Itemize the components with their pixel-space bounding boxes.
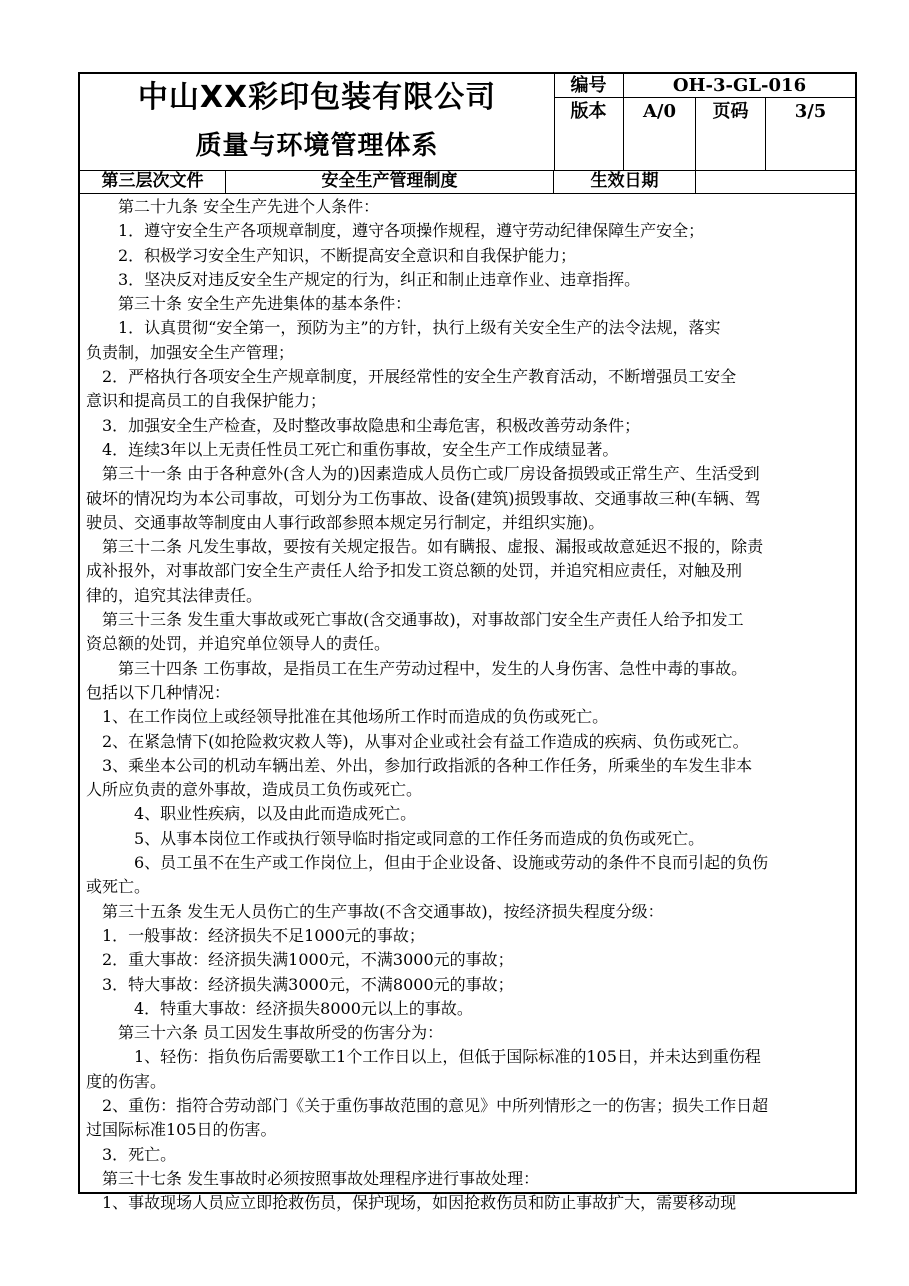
text-line: 度的伤害。 [86,1071,167,1091]
effective-date-value [696,170,855,193]
text-line: 2．积极学习安全生产知识，不断提高安全意识和自我保护能力； [86,245,577,265]
document-subheader [80,170,855,194]
text-line: 第三十三条 发生重大事故或死亡事故(含交通事故)，对事故部门安全生产责任人给予扣发工 [86,610,744,630]
text-line: 1、轻伤：指负伤后需要歇工1个工作日以上，但低于国际标准的105日，并未达到重伤程 [86,1047,761,1067]
text-line: 1．一般事故：经济损失不足1000元的事故； [86,925,425,945]
text-line: 4．特重大事故：经济损失8000元以上的事故。 [86,998,473,1018]
text-line: 4、职业性疾病，以及由此而造成死亡。 [86,804,417,824]
text-line: 人所应负责的意外事故，造成员工负伤或死亡。 [86,780,423,800]
text-line: 1、在工作岗位上或经领导批准在其他场所工作时而造成的负伤或死亡。 [86,707,609,727]
text-line: 第三十条 安全生产先进集体的基本条件： [86,294,412,314]
text-line: 3．特大事故：经济损失满3000元，不满8000元的事故； [86,974,514,994]
text-line: 1、事故现场人员应立即抢救伤员，保护现场，如因抢救伤员和防止事故扩大，需要移动现 [86,1193,737,1213]
text-line: 3、乘坐本公司的机动车辆出差、外出，参加行政指派的各种工作任务，所乘坐的车发生非本 [86,755,753,775]
text-line: 4．连续3年以上无责任性员工死亡和重伤事故，安全生产工作成绩显著。 [86,439,619,459]
text-line: 3．加强安全生产检查，及时整改事故隐患和尘毒危害，积极改善劳动条件； [86,415,641,435]
document-level: 第三层次文件 [80,170,226,193]
text-line: 5、从事本岗位工作或执行领导临时指定或同意的工作任务而造成的负伤或死亡。 [86,828,705,848]
company-name: 中山XX彩印包装有限公司 [137,80,497,115]
text-line: 包括以下几种情况： [86,682,231,702]
company-block [80,74,555,170]
text-line: 第三十七条 发生事故时必须按照事故处理程序进行事故处理： [86,1168,540,1188]
document-title: 安全生产管理制度 [226,170,554,193]
text-line: 或死亡。 [86,877,151,897]
text-line: 负责制，加强安全生产管理； [86,342,295,362]
text-line: 第三十五条 发生无人员伤亡的生产事故(不含交通事故)，按经济损失程度分级： [86,901,664,921]
document-body [86,195,852,1215]
version-label: 版本 [554,98,624,170]
text-line: 第三十四条 工伤事故，是指员工在生产劳动过程中，发生的人身伤害、急性中毒的事故。 [86,658,748,678]
text-line: 2．严格执行各项安全生产规章制度，开展经常性的安全生产教育活动，不断增强员工安全 [86,367,737,387]
text-line: 意识和提高员工的自我保护能力； [86,391,327,411]
text-line: 2、重伤：指符合劳动部门《关于重伤事故范围的意见》中所列情形之一的伤害；损失工作日超 [86,1095,769,1115]
text-line: 第三十一条 由于各种意外(含人为的)因素造成人员伤亡或厂房设备损毁或正常生产、生活受到 [86,464,760,484]
text-line: 1．遵守安全生产各项规章制度，遵守各项操作规程，遵守劳动纪律保障生产安全； [86,221,705,241]
text-line: 2．重大事故：经济损失满1000元，不满3000元的事故； [86,950,514,970]
text-line: 资总额的处罚，并追究单位领导人的责任。 [86,634,391,654]
page-number: 3/5 [794,101,827,122]
code-value: OH-3-GL-016 [624,74,855,98]
text-line: 3．坚决反对违反安全生产规定的行为，纠正和制止违章作业、违章指挥。 [86,269,641,289]
text-line: 驶员、交通事故等制度由人事行政部参照本规定另行制定，并组织实施)。 [86,512,605,532]
text-line: 6、员工虽不在生产或工作岗位上，但由于企业设备、设施或劳动的条件不良而引起的负伤 [86,853,769,873]
text-line: 3．死亡。 [86,1144,177,1164]
text-line: 第二十九条 安全生产先进个人条件： [86,197,380,216]
effective-date-label: 生效日期 [554,170,696,193]
text-line: 1．认真贯彻“安全第一，预防为主”的方针，执行上级有关安全生产的法令法规，落实 [86,318,721,338]
document-frame [78,72,857,1213]
text-line: 过国际标准105日的伤害。 [86,1120,277,1140]
text-line: 2、在紧急情下(如抢险救灾救人等)，从事对企业或社会有益工作造成的疾病、负伤或死亡。 [86,731,749,751]
code-label: 编号 [554,74,624,98]
text-line: 律的，追究其法律责任。 [86,585,263,605]
text-line: 破坏的情况均为本公司事故，可划分为工伤事故、设备(建筑)损毁事故、交通事故三种(车辆、驾 [86,488,761,508]
document-header [80,74,855,171]
text-line: 第三十六条 员工因发生事故所受的伤害分为： [86,1023,444,1043]
management-system-title: 质量与环境管理体系 [195,131,439,161]
text-line: 第三十二条 凡发生事故，要按有关规定报告。如有瞒报、虚报、漏报或故意延迟不报的，除责 [86,537,764,557]
version-value: A/0 [624,98,696,170]
page-label: 页码 [696,98,766,170]
text-line: 成补报外，对事故部门安全生产责任人给予扣发工资总额的处罚，并追究相应责任，对触及刑 [86,561,743,581]
